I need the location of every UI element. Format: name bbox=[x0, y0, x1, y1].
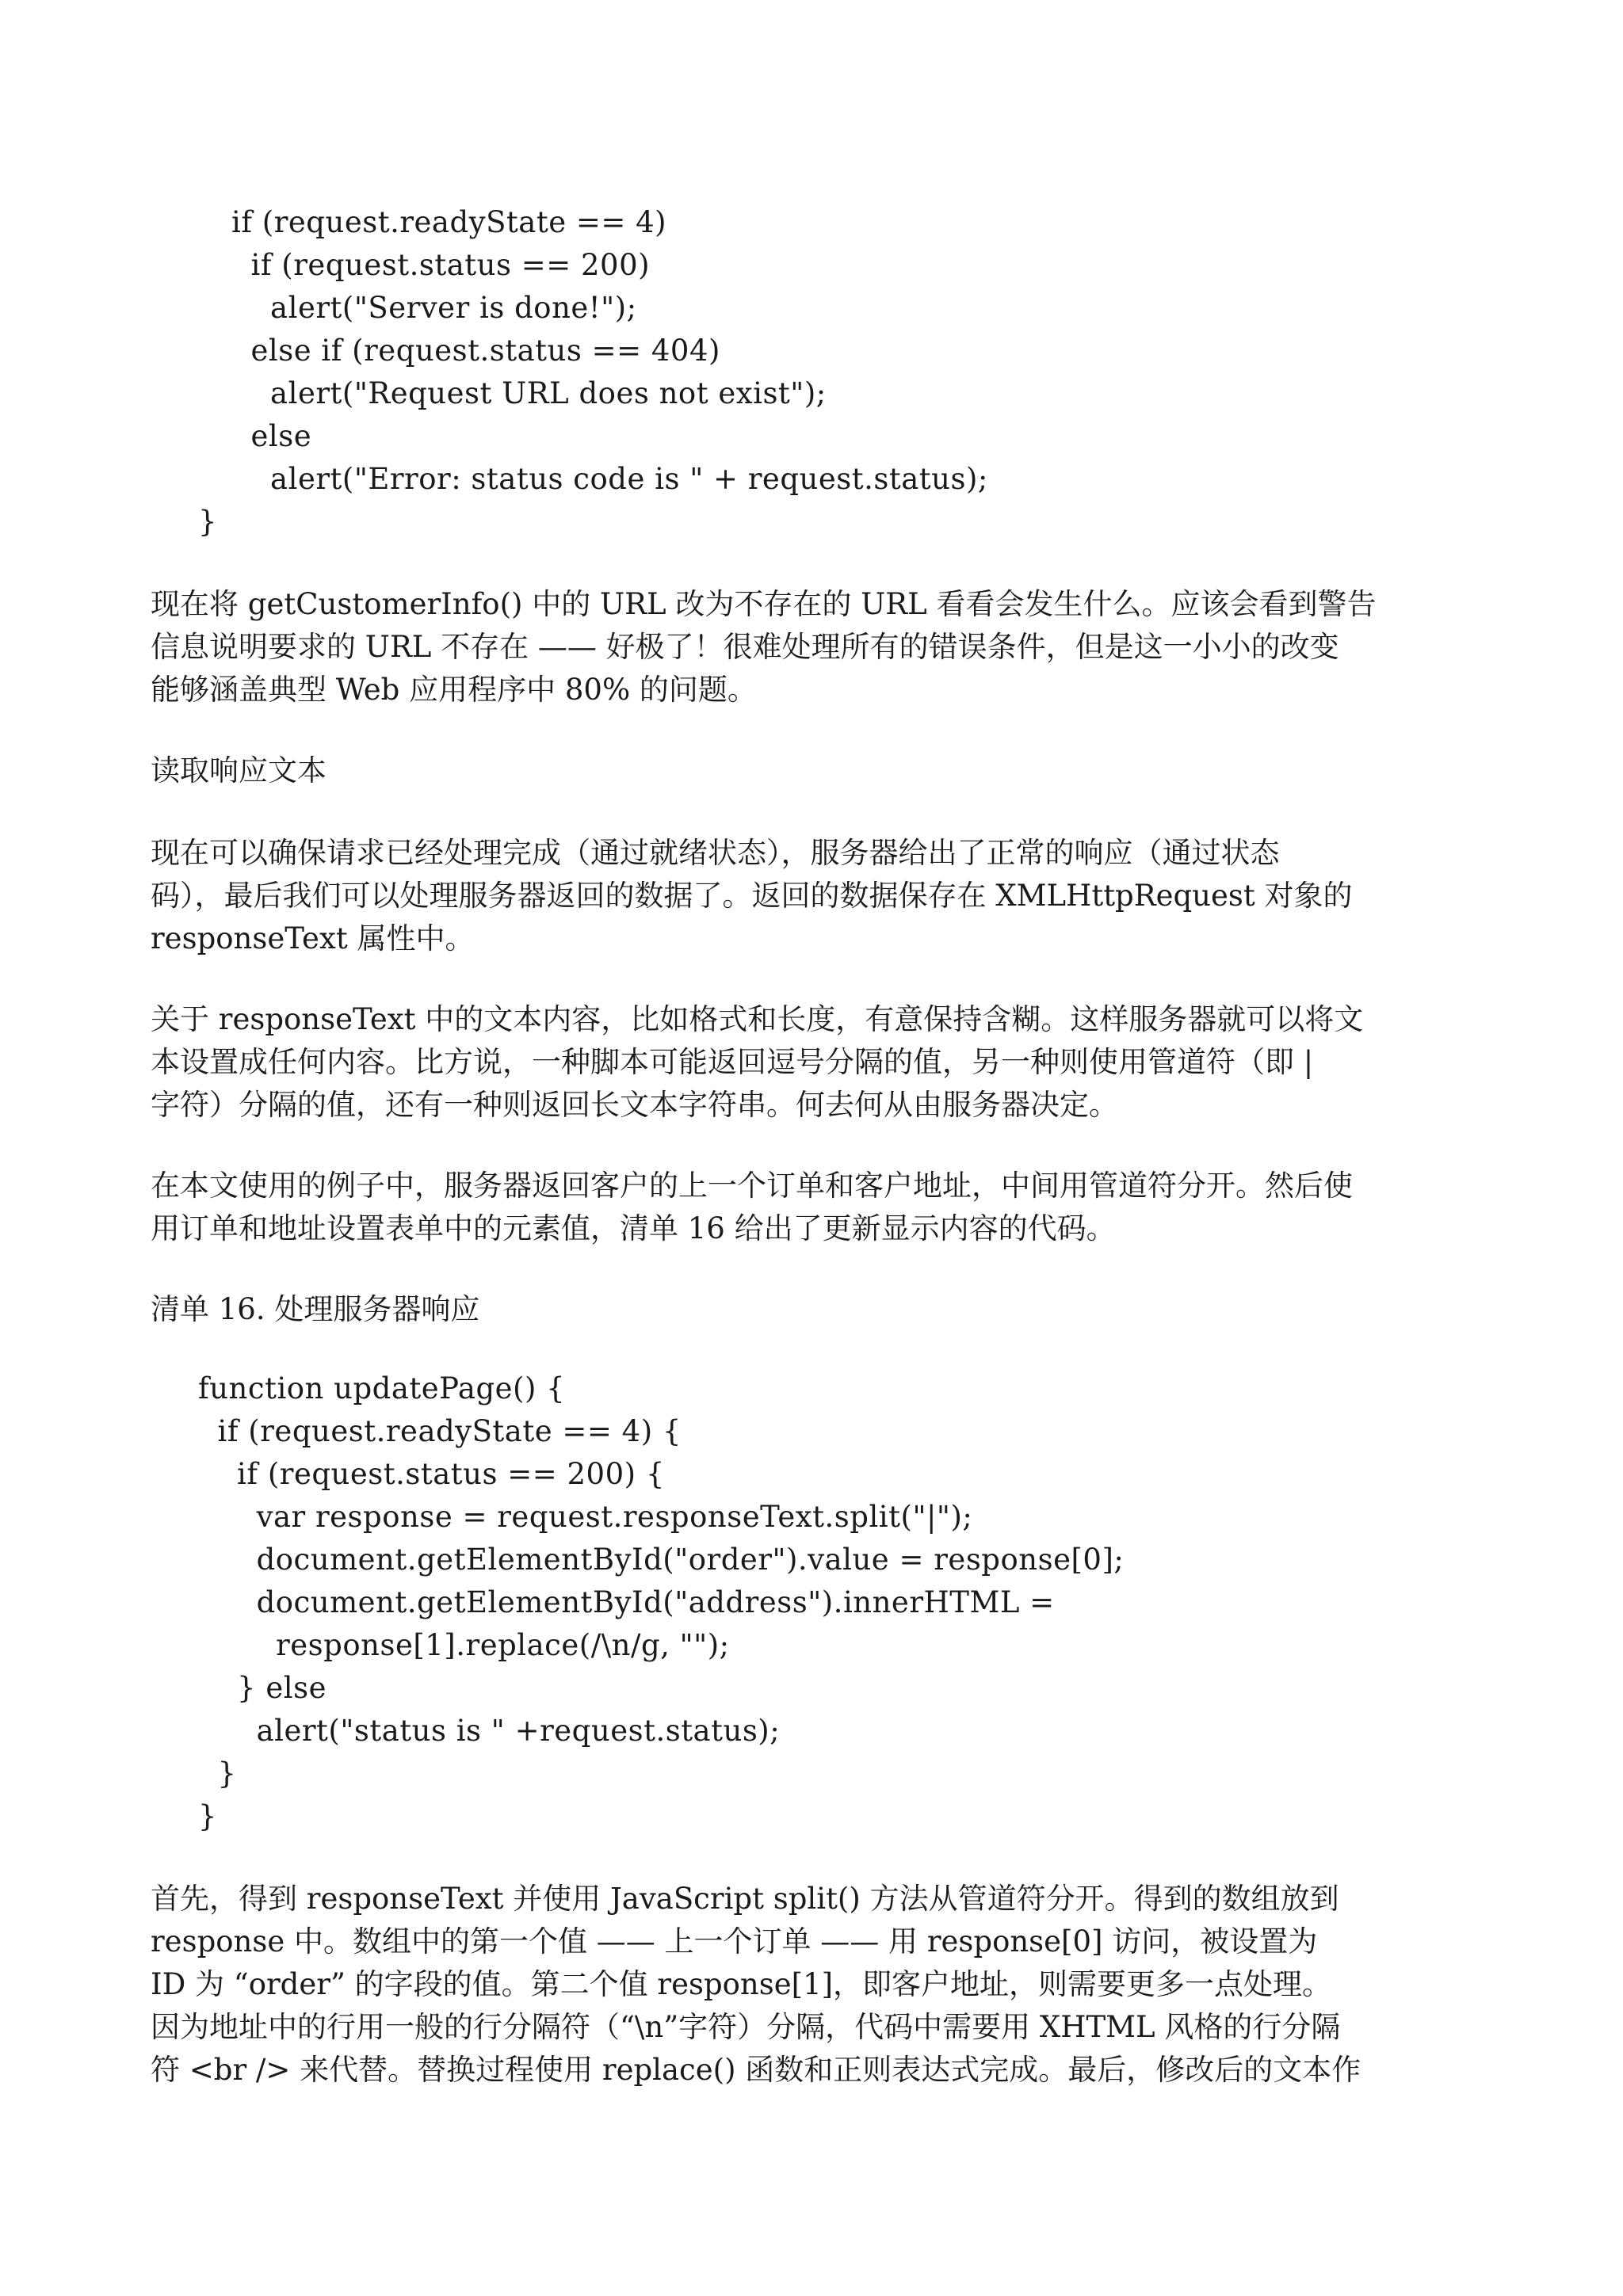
paragraph-line: response 中。数组中的第一个值 —— 上一个订单 —— 用 response[0] 访问，被设置为 bbox=[151, 1924, 1318, 1958]
code-line: } bbox=[198, 1799, 218, 1833]
paragraph-line: 码），最后我们可以处理服务器返回的数据了。返回的数据保存在 XMLHttpRequest 对象的 bbox=[151, 879, 1353, 913]
paragraph-line: 因为地址中的行用一般的行分隔符（“\n”字符）分隔，代码中需要用 XHTML 风格的行分隔 bbox=[151, 2010, 1341, 2044]
paragraph bbox=[151, 998, 1490, 1127]
paragraph bbox=[151, 1878, 1490, 2092]
section-heading: 读取响应文本 bbox=[151, 753, 327, 788]
listing-caption: 清单 16. 处理服务器响应 bbox=[151, 1292, 480, 1326]
code-line: alert("Error: status code is " + request.status); bbox=[231, 462, 988, 496]
code-line: document.getElementById("address").innerHTML = bbox=[198, 1585, 1055, 1619]
code-line: } else bbox=[198, 1671, 327, 1705]
paragraph bbox=[151, 1165, 1490, 1250]
paragraph-line: 字符）分隔的值，还有一种则返回长文本字符串。何去何从由服务器决定。 bbox=[151, 1088, 1118, 1122]
code-line: function updatePage() { bbox=[198, 1371, 566, 1405]
paragraph-line: 信息说明要求的 URL 不存在 —— 好极了！很难处理所有的错误条件，但是这一小小的改变 bbox=[151, 630, 1339, 664]
paragraph-line: 能够涵盖典型 Web 应用程序中 80% 的问题。 bbox=[151, 673, 757, 707]
code-line: if (request.status == 200) { bbox=[198, 1457, 665, 1491]
paragraph-line: 关于 responseText 中的文本内容，比如格式和长度，有意保持含糊。这样服务器就可以将文 bbox=[151, 1002, 1364, 1036]
code-line: else if (request.status == 404) bbox=[231, 334, 720, 368]
code-line: } bbox=[198, 1756, 237, 1791]
code-line: else bbox=[231, 419, 312, 453]
code-line: alert("Server is done!"); bbox=[231, 291, 637, 325]
code-line: if (request.readyState == 4) { bbox=[198, 1414, 682, 1448]
paragraph-line: 现在可以确保请求已经处理完成（通过就绪状态），服务器给出了正常的响应（通过状态 bbox=[151, 836, 1280, 870]
paragraph bbox=[151, 583, 1490, 711]
paragraph-line: 本设置成任何内容。比方说，一种脚本可能返回逗号分隔的值，另一种则使用管道符（即 | bbox=[151, 1045, 1314, 1079]
code-line: alert("status is " +request.status); bbox=[198, 1714, 781, 1748]
code-line: document.getElementById("order").value = response[0]; bbox=[198, 1543, 1125, 1577]
paragraph-line: 现在将 getCustomerInfo() 中的 URL 改为不存在的 URL 看看会发生什么。应该会看到警告 bbox=[151, 587, 1377, 621]
paragraph-line: responseText 属性中。 bbox=[151, 921, 475, 955]
code-line: } bbox=[198, 505, 218, 539]
code-line: alert("Request URL does not exist"); bbox=[231, 376, 827, 410]
code-line: var response = request.responseText.split("|"); bbox=[198, 1500, 973, 1534]
code-line: if (request.readyState == 4) bbox=[231, 205, 667, 239]
paragraph bbox=[151, 832, 1490, 960]
paragraph-line: 用订单和地址设置表单中的元素值，清单 16 给出了更新显示内容的代码。 bbox=[151, 1211, 1116, 1245]
code-line: response[1].replace(/\n/g, ""); bbox=[198, 1628, 730, 1662]
paragraph-line: ID 为 “order” 的字段的值。第二个值 response[1]，即客户地址，则需要更多一点处理。 bbox=[151, 1967, 1332, 2001]
code-line: if (request.status == 200) bbox=[231, 248, 651, 282]
paragraph-line: 在本文使用的例子中，服务器返回客户的上一个订单和客户地址，中间用管道符分开。然后使 bbox=[151, 1169, 1353, 1203]
paragraph-line: 符 <br /> 来代替。替换过程使用 replace() 函数和正则表达式完成。最后，修改后的文本作 bbox=[151, 2053, 1361, 2087]
paragraph-line: 首先，得到 responseText 并使用 JavaScript split() 方法从管道符分开。得到的数组放到 bbox=[151, 1882, 1339, 1916]
